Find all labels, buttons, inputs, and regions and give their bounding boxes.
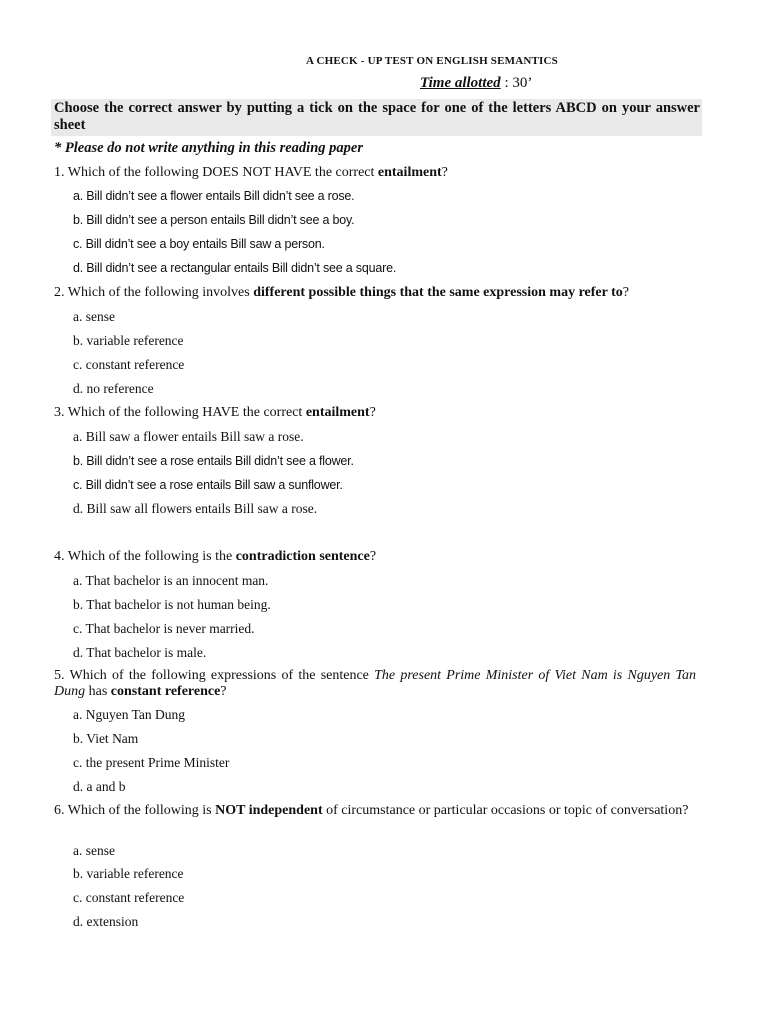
question-6-text: 6. Which of the following is <box>54 803 216 818</box>
question-4-keyword: contradiction sentence <box>235 549 370 564</box>
question-6-option-a: a. sense <box>73 843 115 858</box>
question-5-mid: has <box>85 684 111 699</box>
test-title: A CHECK - UP TEST ON ENGLISH SEMANTICS <box>305 55 558 67</box>
question-6 <box>54 803 696 819</box>
question-4-option-b: b. That bachelor is not human being. <box>73 597 271 612</box>
question-3-option-b: b. Bill didn’t see a rose entails Bill didn’t see a flower. <box>73 454 354 468</box>
question-2-keyword: different possible things that the same expression may refer to <box>253 285 623 300</box>
question-2-option-c: c. constant reference <box>73 357 185 372</box>
question-1 <box>54 165 696 181</box>
question-6-option-d: d. extension <box>73 914 139 929</box>
question-1-option-d: d. Bill didn’t see a rectangular entails Bill didn’t see a square. <box>73 261 397 275</box>
question-2-end: ? <box>622 285 629 300</box>
question-5-option-d: d. a and b <box>73 779 126 794</box>
question-4-option-c: c. That bachelor is never married. <box>73 621 255 636</box>
question-3 <box>54 405 696 421</box>
question-5 <box>54 668 696 700</box>
question-5-keyword: constant reference <box>110 684 221 699</box>
question-1-option-a: a. Bill didn’t see a flower entails Bill didn’t see a rose. <box>73 189 355 203</box>
question-5-option-a: a. Nguyen Tan Dung <box>73 707 186 722</box>
question-2-option-b: b. variable reference <box>73 333 184 348</box>
question-3-option-c: c. Bill didn’t see a rose entails Bill saw a sunflower. <box>73 478 343 492</box>
question-5-end: ? <box>220 684 227 699</box>
question-1-end: ? <box>441 165 448 180</box>
question-6-end: of circumstance or particular occasions or topic of conversation? <box>322 803 689 818</box>
question-1-keyword: entailment <box>377 165 442 180</box>
question-5-sentence: The present Prime Minister of Viet Nam is Nguyen Tan Dung <box>54 668 696 699</box>
question-3-text: 3. Which of the following HAVE the correct <box>54 405 306 420</box>
time-allotted <box>420 75 532 92</box>
question-5-option-b: b. Viet Nam <box>73 731 139 746</box>
question-4 <box>54 549 696 565</box>
question-2-option-a: a. sense <box>73 309 115 324</box>
question-3-keyword: entailment <box>305 405 370 420</box>
question-3-option-a: a. Bill saw a flower entails Bill saw a rose. <box>73 429 304 444</box>
question-4-text: 4. Which of the following is the <box>54 549 236 564</box>
time-allotted-value: : 30’ <box>500 75 533 91</box>
question-4-end: ? <box>369 549 377 564</box>
note: * Please do not write anything in this reading paper <box>54 140 363 156</box>
question-3-option-d: d. Bill saw all flowers entails Bill saw a rose. <box>73 501 318 516</box>
question-5-text: 5. Which of the following expressions of the sentence <box>54 668 375 683</box>
question-2-text: 2. Which of the following involves <box>54 285 254 300</box>
question-1-option-b: b. Bill didn’t see a person entails Bill didn’t see a boy. <box>73 213 355 227</box>
question-2 <box>54 285 696 301</box>
question-2-option-d: d. no reference <box>73 381 154 396</box>
question-6-option-c: c. constant reference <box>73 890 185 905</box>
instructions: Choose the correct answer by putting a tick on the space for one of the letters ABCD on your answer sheet <box>51 99 702 136</box>
question-3-end: ? <box>369 405 376 420</box>
question-6-option-b: b. variable reference <box>73 866 184 881</box>
question-5-option-c: c. the present Prime Minister <box>73 755 230 770</box>
question-4-option-a: a. That bachelor is an innocent man. <box>73 573 269 588</box>
question-4-option-d: d. That bachelor is male. <box>73 645 207 660</box>
question-1-text: 1. Which of the following DOES NOT HAVE the correct <box>54 165 378 180</box>
question-1-option-c: c. Bill didn’t see a boy entails Bill saw a person. <box>73 237 325 251</box>
time-allotted-label: Time allotted <box>420 75 501 91</box>
question-6-keyword: NOT independent <box>215 803 323 818</box>
